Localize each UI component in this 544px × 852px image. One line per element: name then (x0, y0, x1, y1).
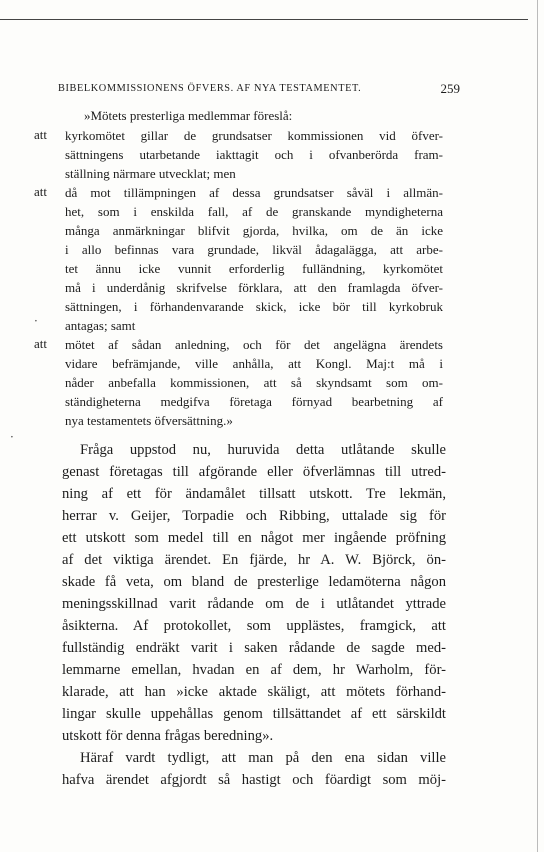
quote-label: att (34, 336, 47, 351)
quote-line: mötet af sådan anledning, och för det angelägna ärendets (65, 337, 443, 352)
body-line: ett utskott som medel till en något mer ingående pröfning (62, 530, 446, 546)
quote-line: må i underdånig skrifvelse förklara, att den framlagda öfver- (65, 280, 443, 295)
body-line: hafva ärendet afgjordt så hastigt och föardigt som möj- (62, 772, 446, 788)
body-line: genast företagas till afgörande eller öfverlämnas till utred- (62, 464, 446, 480)
quote-line: tet ännu icke vunnit erforderlig fulländning, kyrkomötet (65, 261, 443, 276)
quote-line: många anmärkningar blifvit gjorda, hvilka, om de än icke (65, 223, 443, 238)
body-line: fullständig endräkt varit i saken rådande de sagde med- (62, 640, 446, 656)
quote-line: nya testamentets öfversättning.» (65, 413, 233, 428)
body-line: meningsskillnad varit rådande om de i utlåtandet yttrade (62, 596, 446, 612)
quote-line: kyrkomötet gillar de grundsatser kommissionen vid öfver- (65, 128, 443, 143)
quote-line: då mot tillämpningen af dessa grundsatser såväl i allmän- (65, 185, 443, 200)
quote-line: sättningens utarbetande iakttagit och i ofvanberörda fram- (65, 147, 443, 162)
quote-line: ständigheterna medgifva företaga förnyad bearbetning af (65, 394, 443, 409)
top-rule (0, 19, 528, 20)
page-number: 259 (440, 81, 460, 96)
body-line: åsikterna. Af protokollet, som upplästes, framgick, att (62, 618, 446, 634)
running-header (58, 83, 460, 99)
quote-line: nåder anbefalla kommissionen, att så skyndsamt som om- (65, 375, 443, 390)
quote-line: antagas; samt (65, 318, 136, 333)
quote-intro: »Mötets presterliga medlemmar föreslå: (84, 108, 293, 123)
body-line: lemmarne emellan, hvadan en af dem, hr Warholm, för- (62, 662, 446, 678)
body-line: Fråga uppstod nu, huruvida detta utlåtande skulle (80, 442, 446, 458)
quote-line: het, som i enskilda fall, af de granskande myndigheterna (65, 204, 443, 219)
body-line: skade få veta, om bland de presterlige ledamöterna någon (62, 574, 446, 590)
quote-line: vidare befrämjande, ville anhålla, att Kongl. Maj:t må i (65, 356, 443, 371)
page-edge (537, 0, 538, 852)
body-line: af det viktiga ärendet. En fjärde, hr A. W. Björck, ön- (62, 552, 446, 568)
body-line: utskott för denna frågas beredning». (62, 728, 274, 744)
stray-mark: · (34, 314, 38, 328)
body-line: herrar v. Geijer, Torpadie och Ribbing, uttalade sig för (62, 508, 446, 524)
body-line: Häraf vardt tydligt, att man på den ena sidan ville (80, 750, 446, 766)
running-title: BIBELKOMMISSIONENS ÖFVERS. AF NYA TESTAMENTET. (58, 83, 362, 94)
stray-mark: · (10, 430, 14, 444)
body-line: ning af ett för ändamålet tillsatt utskott. Tre lekmän, (62, 486, 446, 502)
body-line: klarade, att han »icke aktade skäligt, att mötets förhand- (62, 684, 446, 700)
quote-label: att (34, 184, 47, 199)
quote-label: att (34, 127, 47, 142)
quote-line: sättningen, i förhandenvarande skick, icke bör till kyrkobruk (65, 299, 443, 314)
quote-line: ställning närmare utvecklat; men (65, 166, 236, 181)
body-line: lingar skulle uppehållas genom tillsättandet af ett särskildt (62, 706, 446, 722)
quote-line: i allo befinnas vara grundade, likväl ådagalägga, att arbe- (65, 242, 443, 257)
